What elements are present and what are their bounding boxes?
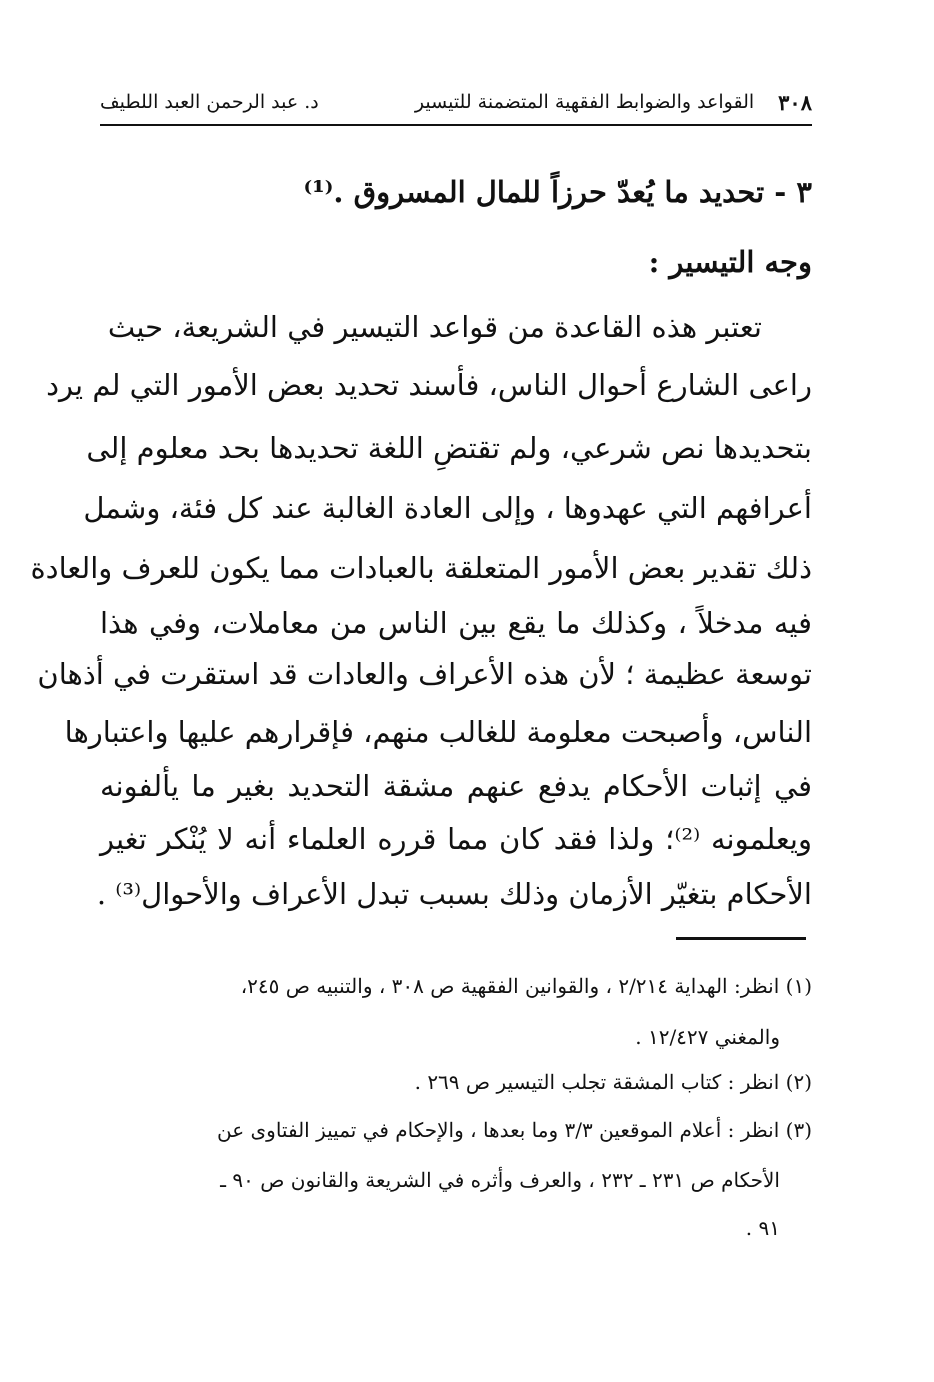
paragraph-line: توسعة عظيمة ؛ لأن هذه الأعراف والعادات قد استقرت في أذهان — [37, 657, 812, 691]
paragraph-line: ويعلمونه ⁽²⁾؛ ولذا فقد كان مما قرره العلماء أنه لا يُنْكر تغير — [100, 822, 812, 856]
paragraph-line: في إثبات الأحكام يدفع عنهم مشقة التحديد بغير ما يألفونه — [100, 769, 812, 803]
paragraph-line: فيه مدخلاً ، وكذلك ما يقع بين الناس من معاملات، وفي هذا — [100, 606, 812, 640]
page-number: ٣٠٨ — [778, 89, 812, 115]
paragraph-line: ذلك تقدير بعض الأمور المتعلقة بالعبادات مما يكون للعرف والعادة — [30, 551, 812, 585]
subheading: وجه التيسير : — [648, 245, 812, 279]
footnote-rule — [676, 937, 806, 940]
footnote-line: والمغني ١٢/٤٢٧ . — [635, 1025, 780, 1049]
paragraph-line: تعتبر هذه القاعدة من قواعد التيسير في الشريعة، حيث — [107, 310, 762, 344]
book-title: القواعد والضوابط الفقهية المتضمنة للتيسير — [414, 91, 755, 113]
footnote-line: (١) انظر: الهداية ٢/٢١٤ ، والقوانين الفقهية ص ٣٠٨ ، والتنبيه ص ٢٤٥، — [240, 974, 812, 998]
footnote-line: (٣) انظر : أعلام الموقعين ٣/٣ وما بعدها ، والإحكام في تمييز الفتاوى عن — [217, 1118, 812, 1142]
paragraph-line: راعى الشارع أحوال الناس، فأسند تحديد بعض الأمور التي لم يرد — [46, 368, 812, 402]
page-header — [100, 80, 812, 124]
author-name: د. عبد الرحمن العبد اللطيف — [100, 91, 319, 113]
paragraph-line: الناس، وأصبحت معلومة للغالب منهم، فإقرارهم عليها واعتبارها — [64, 715, 812, 749]
footnote-line: (٢) انظر : كتاب المشقة تجلب التيسير ص ٢٦٩ . — [414, 1070, 812, 1094]
paragraph-line: أعرافهم التي عهدوها ، وإلى العادة الغالبة عند كل فئة، وشمل — [83, 491, 812, 525]
header-rule — [100, 124, 812, 126]
footnote-line: الأحكام ص ٢٣١ ـ ٢٣٢ ، والعرف وأثره في الشريعة والقانون ص ٩٠ ـ — [220, 1168, 780, 1192]
footnote-line: ٩١ . — [745, 1216, 780, 1240]
paragraph-line: بتحديدها نص شرعي، ولم تقتضِ اللغة تحديدها بحد معلوم إلى — [86, 431, 812, 465]
section-heading: ٣ - تحديد ما يُعدّ حرزاً للمال المسروق .⁽¹⁾ — [303, 175, 812, 209]
paragraph-line: الأحكام بتغيّر الأزمان وذلك بسبب تبدل الأعراف والأحوال⁽³⁾ . — [96, 877, 812, 911]
